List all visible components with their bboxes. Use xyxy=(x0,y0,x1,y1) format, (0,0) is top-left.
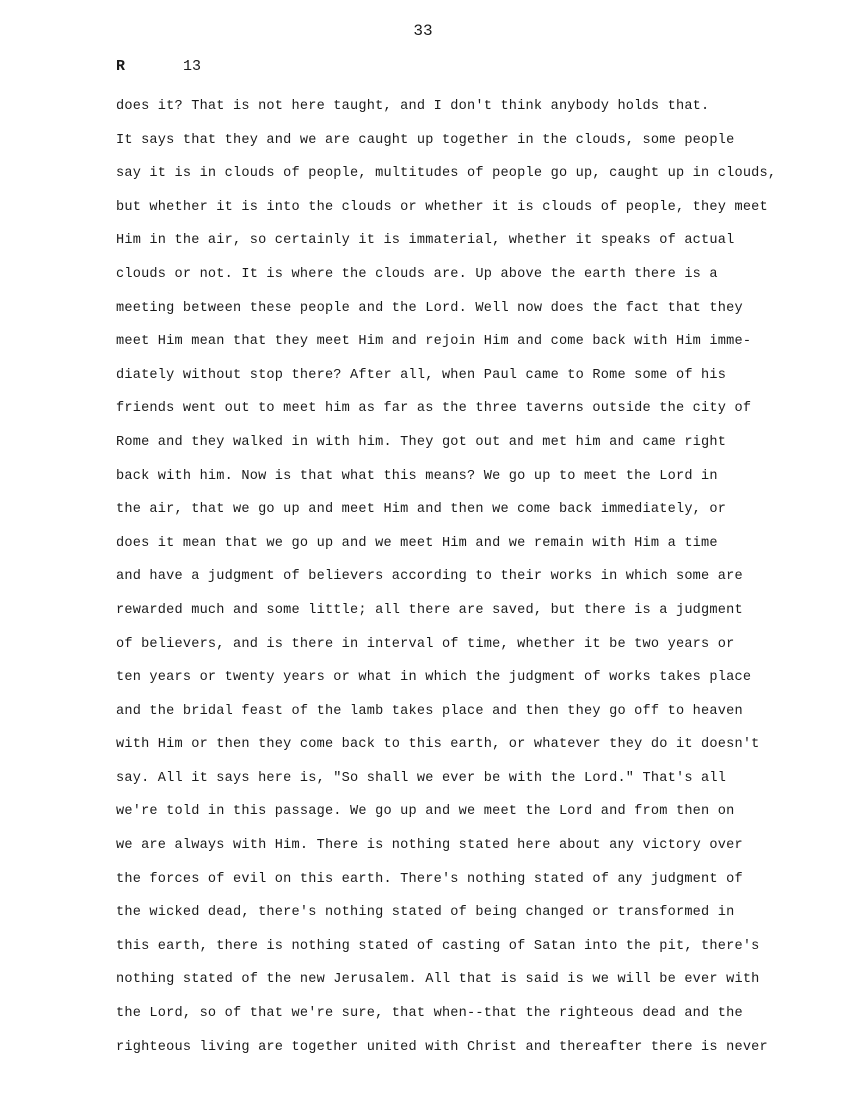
text-line: It says that they and we are caught up together in the clouds, some people xyxy=(116,132,735,148)
text-line: say it is in clouds of people, multitudes of people go up, caught up in clouds, xyxy=(116,166,777,182)
page-number: 33 xyxy=(413,22,433,40)
text-line: diately without stop there? After all, when Paul came to Rome some of his xyxy=(116,367,727,383)
text-line: ten years or twenty years or what in which the judgment of works takes place xyxy=(116,670,752,686)
text-line: the Lord, so of that we're sure, that when--that the righteous dead and the xyxy=(116,1006,743,1022)
text-line: nothing stated of the new Jerusalem. All that is said is we will be ever with xyxy=(116,972,760,988)
text-line: righteous living are together united with Christ and thereafter there is never xyxy=(116,1039,768,1055)
text-line: Rome and they walked in with him. They got out and met him and came right xyxy=(116,434,727,450)
text-line: the wicked dead, there's nothing stated of being changed or transformed in xyxy=(116,905,735,921)
text-line: the air, that we go up and meet Him and then we come back immediately, or xyxy=(116,502,727,518)
text-line: friends went out to meet him as far as the three taverns outside the city of xyxy=(116,401,752,417)
text-line: with Him or then they come back to this earth, or whatever they do it doesn't xyxy=(116,737,760,753)
text-line: rewarded much and some little; all there are saved, but there is a judgment xyxy=(116,602,743,618)
text-line: back with him. Now is that what this means? We go up to meet the Lord in xyxy=(116,468,718,484)
header-number: 13 xyxy=(183,58,202,75)
text-line: meeting between these people and the Lord. Well now does the fact that they xyxy=(116,300,743,316)
text-line: clouds or not. It is where the clouds are. Up above the earth there is a xyxy=(116,266,718,282)
text-line: Him in the air, so certainly it is immaterial, whether it speaks of actual xyxy=(116,233,735,249)
text-line: of believers, and is there in interval of time, whether it be two years or xyxy=(116,636,735,652)
text-line: does it mean that we go up and we meet Him and we remain with Him a time xyxy=(116,535,718,551)
text-line: say. All it says here is, "So shall we ever be with the Lord." That's all xyxy=(116,770,727,786)
text-line: but whether it is into the clouds or whether it is clouds of people, they meet xyxy=(116,199,768,215)
text-line: we are always with Him. There is nothing stated here about any victory over xyxy=(116,838,743,854)
body-text xyxy=(116,90,816,1064)
header-code: R xyxy=(116,58,126,75)
text-line: we're told in this passage. We go up and we meet the Lord and from then on xyxy=(116,804,735,820)
text-line: the forces of evil on this earth. There's nothing stated of any judgment of xyxy=(116,871,743,887)
text-line: and have a judgment of believers according to their works in which some are xyxy=(116,569,743,585)
text-line: this earth, there is nothing stated of casting of Satan into the pit, there's xyxy=(116,938,760,954)
text-line: does it? That is not here taught, and I don't think anybody holds that. xyxy=(116,99,710,114)
text-line: and the bridal feast of the lamb takes place and then they go off to heaven xyxy=(116,703,743,719)
text-line: meet Him mean that they meet Him and rejoin Him and come back with Him imme- xyxy=(116,334,752,350)
